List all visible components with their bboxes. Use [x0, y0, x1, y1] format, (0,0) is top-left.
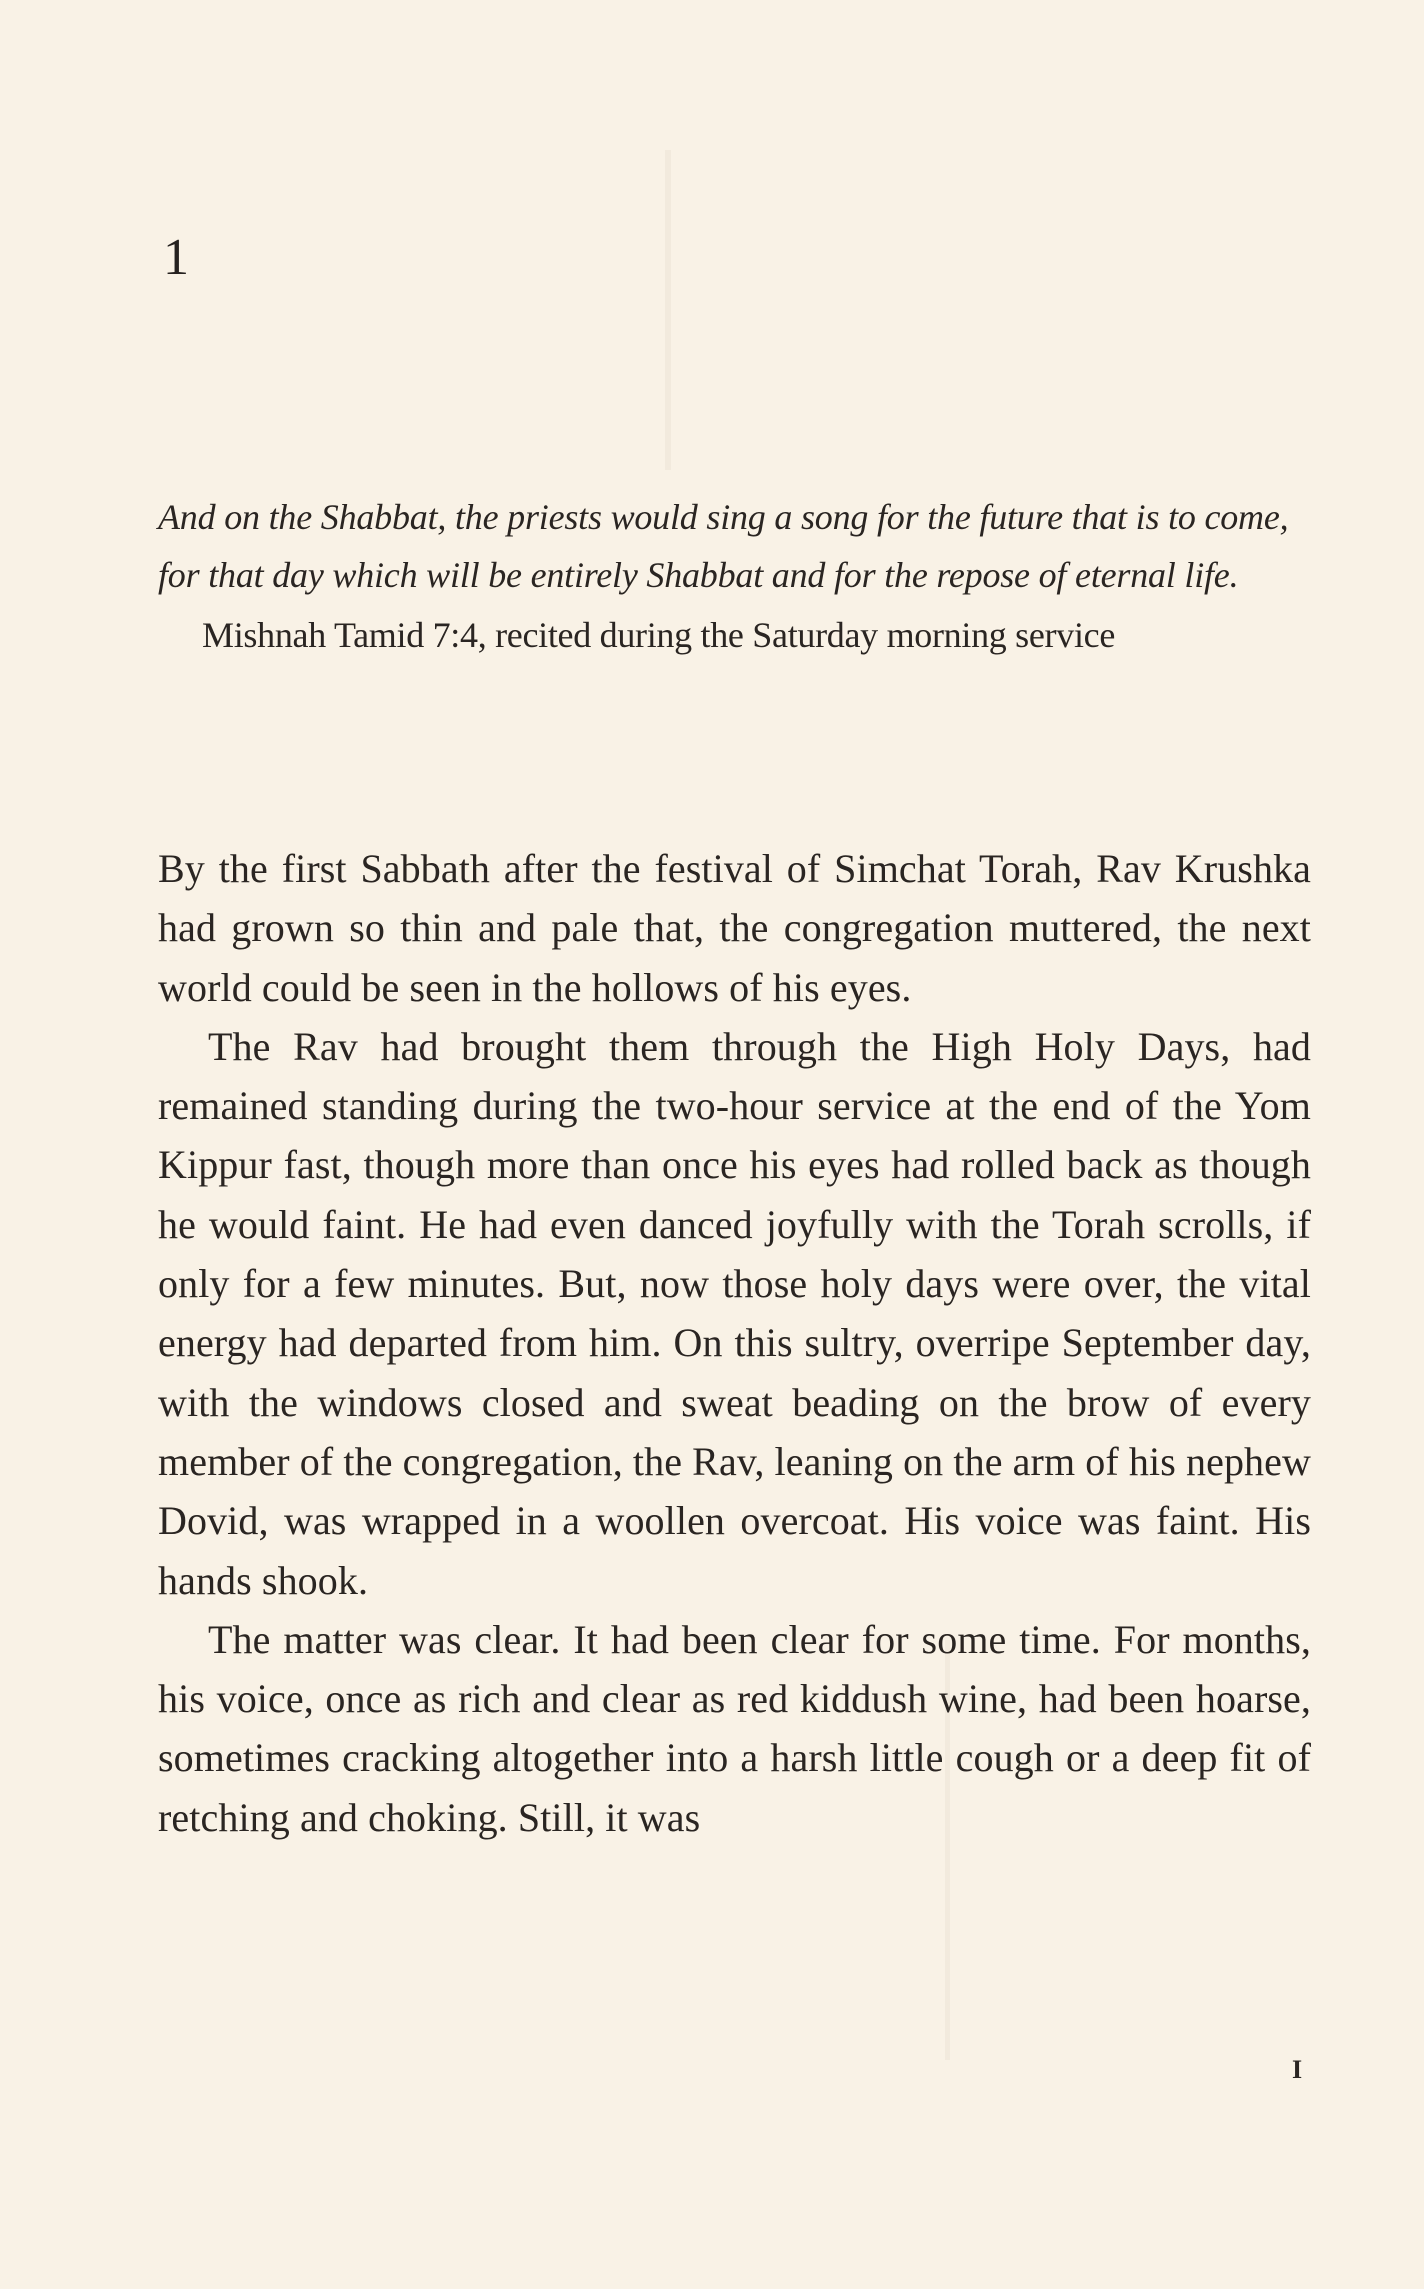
chapter-number: 1 [163, 229, 189, 286]
paper-shadow-streak [665, 150, 671, 470]
body-paragraph: By the first Sabbath after the festival of Simchat Torah, Rav Krushka had grown so thin and pale that, the congregation muttered, the next world could be seen in the hollows of his eyes. [158, 846, 1311, 1010]
epigraph-source: Mishnah Tamid 7:4, recited during the Saturday morning service [202, 615, 1116, 655]
body-paragraph: The Rav had brought them through the High Holy Days, had remained standing during the two-hour service at the end of the Yom Kippur fast, though more than once his eyes had rolled back as though he would faint. He had even danced joyfully with the Torah scrolls, if only for a few minutes. But, now those holy days were over, the vital energy had departed from him. On this sultry, overripe September day, with the windows closed and sweat beading on the brow of every member of the congregation, the Rav, leaning on the arm of his nephew Dovid, was wrapped in a woollen overcoat. His voice was faint. His hands shook. [158, 1023, 1311, 1603]
chapter-body [158, 839, 1311, 1847]
page-number: I [1292, 2055, 1303, 2084]
epigraph [158, 488, 1318, 664]
body-paragraph: The matter was clear. It had been clear for some time. For months, his voice, once as rich and clear as red kiddush wine, had been hoarse, sometimes cracking altogether into a harsh little cough or a deep fit of retching and choking. Still, it was [158, 1616, 1311, 1840]
epigraph-quote: And on the Shabbat, the priests would sing a song for the future that is to come, for that day which will be entirely Shabbat and for the repose of eternal life. [158, 497, 1289, 595]
